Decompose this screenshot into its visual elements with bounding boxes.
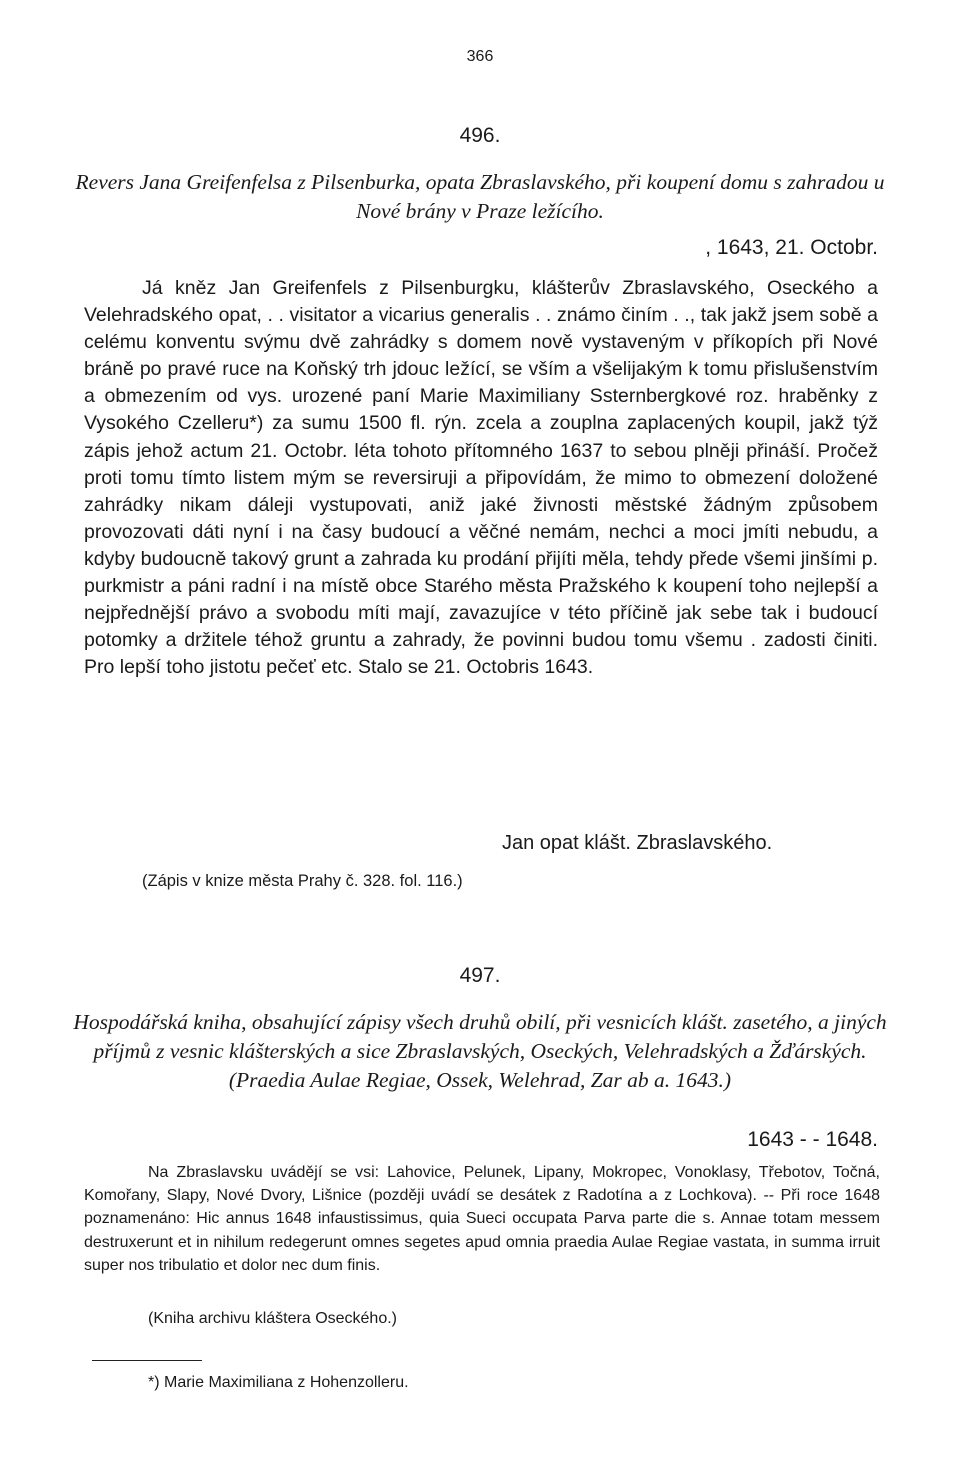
signature: Jan opat klášt. Zbraslavského. [502,832,773,854]
document-heading-497: Hospodářská kniha, obsahující zápisy všech druhů obilí, při vesnicích klášt. zasetého, a jiných příjmů z vesnic klášterských a sice Zbraslavských, Oseckých, Velehradských a Žďárských. (Praedia Aulae Regiae, Ossek, Welehrad, Zar ab a. 1643.) [73,1010,887,1092]
footnote-divider [92,1360,202,1361]
document-heading-496: Revers Jana Greifenfelsa z Pilsenburka, opata Zbraslavského, při koupení domu s zahradou u Nové brány v Praze ležícího. [75,170,885,223]
document-number-496: 496. [459,124,501,147]
document-date-497: 1643 - - 1648. [747,1128,878,1151]
page-number: 366 [466,48,494,65]
document-number-497: 497. [459,964,501,987]
document-body-497: Na Zbraslavsku uvádějí se vsi: Lahovice, Pelunek, Lipany, Mokropec, Vonoklasy, Třebotov, Točná, Komořany, Slapy, Nové Dvory, Lišnice (později uvádí se desátek z Radotína a z Lochkova). -- Při roce 1648 poznamenáno: Hic annus 1648 infaustissimus, quia Sueci occupata Parva parte die s. Annae totam messem destruxerunt et in nihilum redegerunt omnes segetes apud omnia praedia Aulae Regiae vastata, in summa irruit super nos tribulatio et dolor nec dum finis. [84,1164,880,1274]
footnote: *) Marie Maximiliana z Hohenzolleru. [148,1374,409,1391]
document-body-496: Já kněz Jan Greifenfels z Pilsenburgku, klášterův Zbraslavského, Oseckého a Velehradského opat, . . visitator a vicarius generalis . . známo činím . ., tak jakž jsem sobě a celému konventu svýmu dvě zahrádky s domem nově vystaveným v příkopích při Nové bráně po pravé ruce na Koňský trh jdouc ležící, se vším a všelijakým k tomu přislušenstvím a obmezením od vys. urozené paní Marie Maximiliany Ssternbergkové roz. hraběnky z Vysokého Czelleru*) za sumu 1500 fl. rýn. zcela a zouplna zaplacených koupil, jakž týž zápis jehož actum 21. Octobr. léta tohoto přítomného 1637 to sebou plněji přináší. Pročež proti tomu tímto listem mým se reversiruji a připovídám, že mimo to obmezení doložené zahrádky nikam dáleji vystupovati, aniž jaké živnosti městské žádným způsobem provozovati dáti nyní i na časy budoucí a věčné nemám, nechci a moci jmíti nebudu, a kdyby budoucně takový grunt a zahrada ku prodání přijíti měla, tehdy přede všemi jinšími p. purkmistr a páni radní i na místě obce Starého města Pražského k koupení toho nejlepší a nejpřednější právo a svobodu míti mají, zavazujíce v této příčině jak sebe tak i budoucí potomky a držitele téhož gruntu a zahrady, že povinni budou tomu všemu . zadosti činiti. Pro lepší toho jistotu pečeť etc. Stalo se 21. Octobris 1643. [84,277,878,679]
source-note-497: (Kniha archivu kláštera Oseckého.) [148,1310,397,1327]
source-note-496: (Zápis v knize města Prahy č. 328. fol. 116.) [142,872,463,890]
document-date-496: , 1643, 21. Octobr. [705,236,878,259]
